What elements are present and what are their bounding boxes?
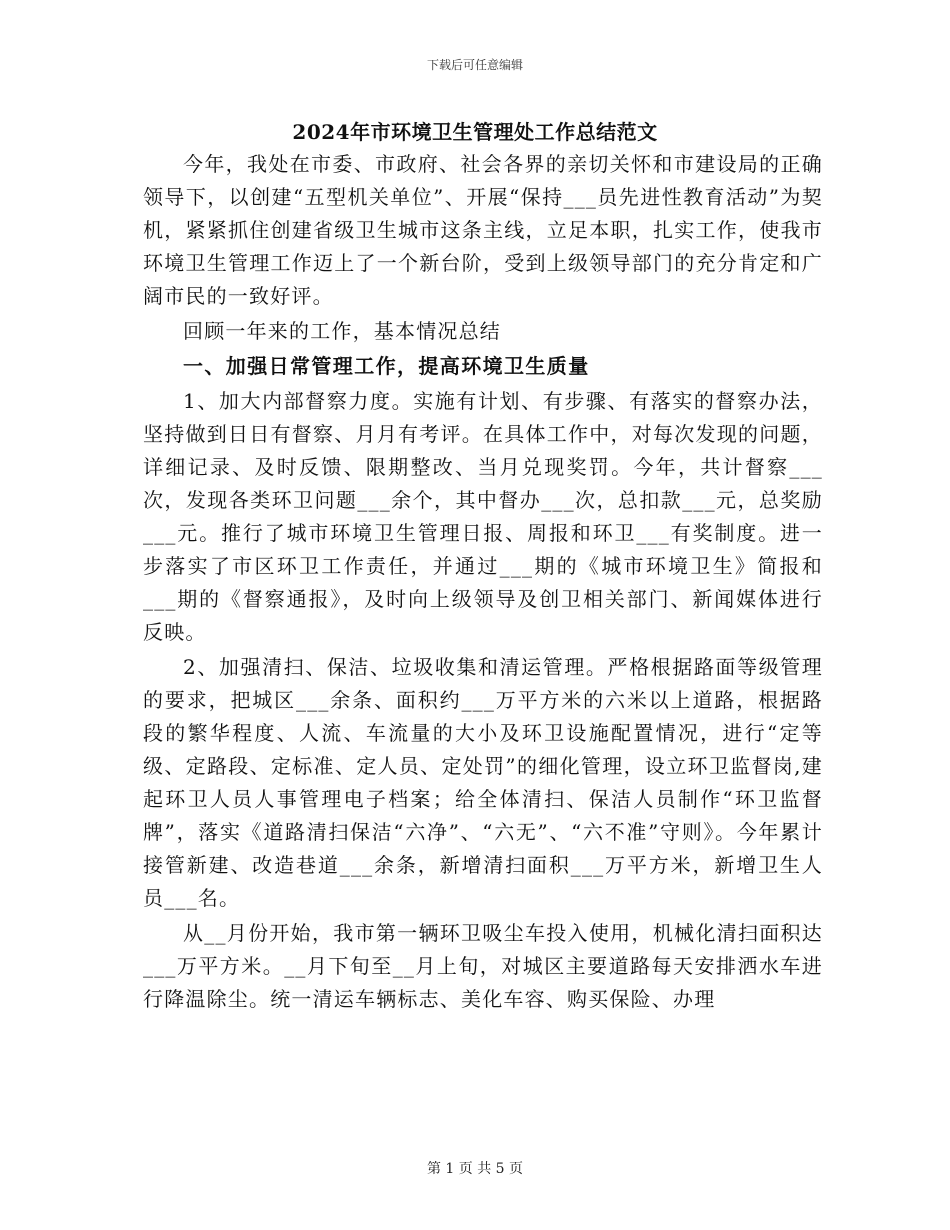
paragraph-review: 回顾一年来的工作，基本情况总结 [183, 319, 501, 343]
paragraph-intro: 今年，我处在市委、市政府、社会各界的亲切关怀和市建设局的正确领导下，以创建“五型机关单位”、开展“保持___员先进性教育活动”为契机，紧紧抓住创建省级卫生城市这条主线，立足本职，扎实工作，使我市环境卫生管理工作迈上了一个新台阶，受到上级领导部门的充分肯定和广阔市民的一致好评。 [143, 152, 823, 308]
page-header-note: 下载后可任意编辑 [426, 58, 523, 72]
document-body [143, 148, 823, 1018]
section-heading-1: 一、加强日常管理工作，提高环境卫生质量 [183, 354, 590, 378]
document-title: 2024年市环境卫生管理处工作总结范文 [292, 120, 658, 144]
paragraph-item-2-cont: 从__月份开始，我市第一辆环卫吸尘车投入使用，机械化清扫面积达___万平方米。__月下旬至__月上旬，对城区主要道路每天安排洒水车进行降温除尘。统一清运车辆标志、美化车容、购买保险、办理 [143, 921, 823, 1011]
page-footer: 第 1 页 共 5 页 [426, 1161, 524, 1177]
paragraph-item-2: 2、加强清扫、保洁、垃圾收集和清运管理。严格根据路面等级管理的要求，把城区___余条、面积约___万平方米的六米以上道路，根据路段的繁华程度、人流、车流量的大小及环卫设施配置情况，进行“定等级、定路段、定标准、定人员、定处罚”的细化管理，设立环卫监督岗,建起环卫人员人事管理电子档案；给全体清扫、保洁人员制作“环卫监督牌”，落实《道路清扫保洁“六净”、“六无”、“六不准”守则》。今年累计接管新建、改造巷道___余条，新增清扫面积___万平方米，新增卫生人员___名。 [143, 655, 823, 910]
paragraph-item-1: 1、加大内部督察力度。实施有计划、有步骤、有落实的督察办法，坚持做到日日有督察、月月有考评。在具体工作中，对每次发现的问题，详细记录、及时反馈、限期整改、当月兑现奖罚。今年，共计督察___次，发现各类环卫问题___余个，其中督办___次，总扣款___元，总奖励___元。推行了城市环境卫生管理日报、周报和环卫___有奖制度。进一步落实了市区环卫工作责任，并通过___期的《城市环境卫生》简报和___期的《督察通报》，及时向上级领导及创卫相关部门、新闻媒体进行反映。 [143, 389, 823, 644]
